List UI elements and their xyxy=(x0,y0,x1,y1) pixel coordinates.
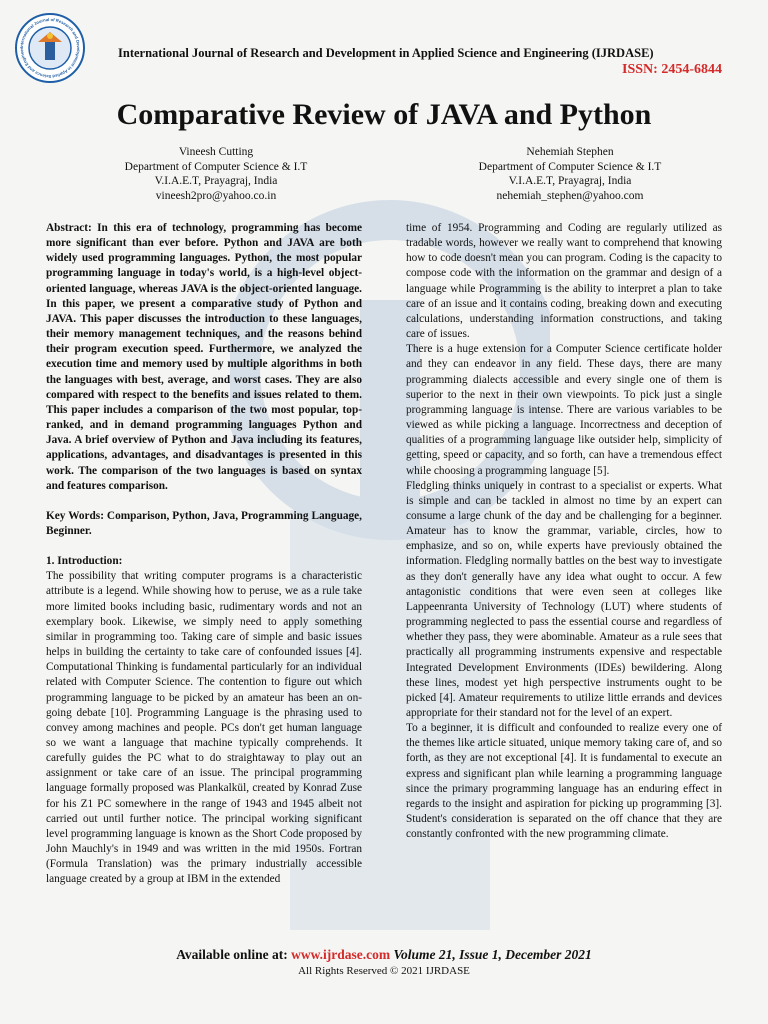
author-institution: V.I.A.E.T, Prayagraj, India xyxy=(508,175,632,188)
author-name: Nehemiah Stephen xyxy=(526,146,614,158)
journal-name: International Journal of Research and Development in Applied Science and Engineering (IJRDASE) xyxy=(118,46,654,60)
footer-availability xyxy=(0,947,768,963)
keywords: Key Words: Comparison, Python, Java, Programming Language, Beginner. xyxy=(46,509,362,537)
body-paragraph: time of 1954. Programming and Coding are regularly utilized as tradable words, however we really want to comprehend that knowing how to code doesn't mean you can program. Coding is the capacity to compose code with the information on the grammar and design of a language while Programming is the ability to interpret a plan to take care of an issue and it contains coding, breaking down and executing calculations, understanding information constructions, and taking care of issues. xyxy=(406,222,722,341)
author-block-1 xyxy=(96,145,336,203)
svg-text:International Journal of Resea: International Journal of Research and Development in Applied Science and Engineer xyxy=(18,16,82,80)
left-column xyxy=(46,221,362,888)
right-column xyxy=(406,221,722,842)
journal-website-link[interactable]: www.ijrdase.com xyxy=(291,947,391,962)
author-block-2 xyxy=(440,145,700,203)
issn-label: ISSN: 2454-6844 xyxy=(622,62,722,77)
paper-title: Comparative Review of JAVA and Python xyxy=(116,98,652,131)
abstract: Abstract: In this era of technology, programming has become more significant than ever before. Python and JAVA are both widely used programming languages. Python, the most popular programming language in today's world, is a high-level object-oriented language, whereas JAVA is the object-oriented language. In this paper, we present a comparative study of Python and JAVA. This paper discusses the introduction to these languages, their memory management techniques, and the reasons behind their program execution speed. Furthermore, we analyzed the execution time and memory used by multiple algorithms in both the languages with best, average, and worst cases. They are also compared with respect to the benefits and issues related to them. This paper includes a comparison of the two most popular, top-ranked, and in demand programming languages Python and Java. A brief overview of Python and Java including its features, applications, advantages, and disadvantages is presented in this work. The comparison of the two languages is based on syntax and features comparison. xyxy=(46,222,362,492)
author-email: nehemiah_stephen@yahoo.com xyxy=(496,189,644,202)
body-paragraph: To a beginner, it is difficult and confounded to realize every one of the themes like article situated, unique memory taking care of, and so forth, as they are not exceptional [4]. It is fundamental to execute an express and significant plan while learning a programming language since the primary programming language has an enduring effect in regards to the insight and aspiration for picking up programming [3]. Student's consideration is separated on the off chance that they are constantly confronted with the new programming climate. xyxy=(406,722,722,841)
journal-logo xyxy=(14,12,86,84)
section-heading-introduction: 1. Introduction: xyxy=(46,555,123,568)
author-name: Vineesh Cutting xyxy=(178,146,254,158)
author-department: Department of Computer Science & I.T xyxy=(124,160,308,173)
author-email: vineesh2pro@yahoo.co.in xyxy=(155,189,277,202)
footer-volume: Volume 21, Issue 1, December 2021 xyxy=(393,947,592,962)
body-paragraph: There is a huge extension for a Computer Science certificate holder and they can endeavor in any field. These days, there are many programming dialects accessible and every single one of them is superior to the next in their own viewpoints. To pick just a single programming language is intense. There are various variables to be viewed as while picking a language. Incorrectness and deception of qualities of a programming language like outsider help, simplicity of getting, speed or capacity, and so forth, can have a tremendous effect while choosing a programming language [5]. xyxy=(406,343,722,477)
author-institution: V.I.A.E.T, Prayagraj, India xyxy=(154,175,278,188)
footer-label: Available online at: xyxy=(176,947,288,962)
introduction-paragraph: The possibility that writing computer programs is a characteristic attribute is a legend. While showing how to peruse, we as a rule take more limited books including basic, rudimentary words and not an exemplary book. Likewise, we simply need to apply something similar in programming too. Taking care of simple and basic issues helps in building the certainty to take care of confounded issues [4]. Computational Thinking is fundamental particularly for an individual related with Computer Science. The contention to figure out which programming language to be picked by an amateur has been an on-going debate [10]. Programming Language is the phrasing used to convey among machines and people. PCs don't get human language so we want a language that machine typically comprehends. It carefully guides the PC what to do straightaway to play out an assignment or take care of an issue. The principal programming language formally proposed was Plankalkül, created by Konrad Zuse for his Z1 PC somewhere in the range of 1943 and 1945 albeit not carried out until further notice. The principal working significant level programming language is known as the Short Code proposed by John Mauchly's in 1949 and was written in the mid 1950s. Fortran (Formula Translation) was the primary industrially accessible language created by a group at IBM in the extended xyxy=(46,570,362,886)
copyright-notice: All Rights Reserved © 2021 IJRDASE xyxy=(298,965,470,977)
body-paragraph: Fledgling thinks uniquely in contrast to a specialist or experts. What is simple and can be tackled in almost no time by an expert can consume a large chunk of the day and be challenging for a beginner. Amateur has to know the grammar, variable, circles, how to emphasize, and so on, while experts have previously obtained the information. Fledgling normally battles on the best way to investigate as they don't generally have any idea what ought to occur. A few antagonistic conditions that were even seen at colleges like Lappeenranta University of Technology (LUT) where students of programming neglected to pass the essential course and regardless of whether they pass, they were abominable. Amateur as a rule sees that practically all programming instruments expensive and respectable Integrated Development Environments (IDEs) bewildering. Along these lines, modest yet high perspective instruments ought to be picked [4]. Amateur requirements to utilize little errands and devices appropriate for their standard not for the level of an expert. xyxy=(406,479,722,719)
author-department: Department of Computer Science & I.T xyxy=(478,160,662,173)
